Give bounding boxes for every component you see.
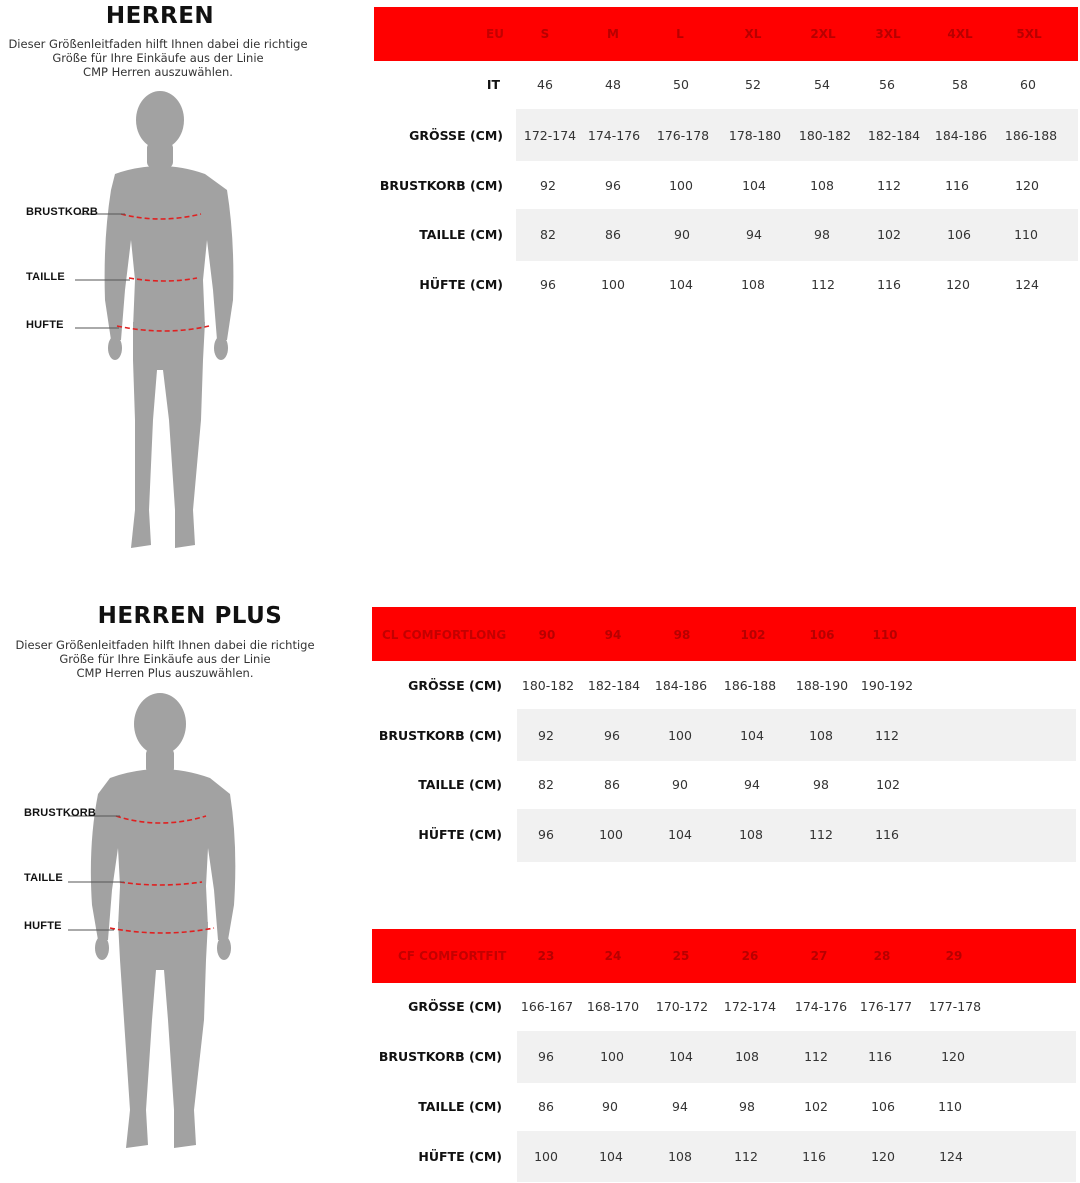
table-row	[372, 1131, 1076, 1182]
table-cell: 112	[809, 827, 833, 842]
table-cell: 3XL	[875, 27, 901, 41]
row-label: HÜFTE (CM)	[418, 827, 502, 842]
table-cell: 54	[814, 77, 830, 92]
table-row	[372, 761, 1076, 809]
table-cell: 110	[872, 628, 898, 642]
table-cell: 190-192	[860, 678, 914, 693]
table-cell: 24	[604, 949, 622, 963]
table-row	[372, 709, 1076, 761]
table-cell: 188-190	[795, 678, 849, 693]
label-chest: BRUSTKORB	[24, 807, 97, 819]
table-row	[372, 1083, 1076, 1131]
table-cell: 96	[540, 277, 556, 292]
table-cell: 108	[668, 1149, 692, 1164]
table-cell: 116	[868, 1049, 892, 1064]
table-cell: 98	[673, 628, 691, 642]
table-cell: 166-167	[520, 999, 574, 1014]
table-cell: 110	[1014, 227, 1038, 242]
row-label: TAILLE (CM)	[418, 777, 502, 792]
table-cell: 92	[538, 728, 554, 743]
row-shading	[517, 709, 1076, 761]
row-label: BRUSTKORB (CM)	[378, 1049, 502, 1064]
table-cell: 172-174	[723, 999, 777, 1014]
table-cell: 110	[938, 1099, 962, 1114]
table-cell: 94	[604, 628, 622, 642]
table-cell: 170-172	[655, 999, 709, 1014]
row-label: CL COMFORTLONG	[382, 628, 507, 642]
table-cell: 100	[534, 1149, 558, 1164]
table-cell: 108	[810, 178, 834, 193]
table-cell: 100	[599, 827, 623, 842]
table-cell: 48	[605, 77, 621, 92]
row-label: HÜFTE (CM)	[418, 1149, 502, 1164]
table-cell: 52	[745, 77, 761, 92]
label-waist: TAILLE	[24, 872, 63, 884]
table-cell: 86	[604, 777, 620, 792]
table-cell: 106	[871, 1099, 895, 1114]
table-cell: 180-182	[521, 678, 575, 693]
section-description-herren-plus	[6, 638, 324, 680]
table-cell: 108	[809, 728, 833, 743]
table-cell: 182-184	[867, 128, 921, 143]
table-cell: 104	[740, 728, 764, 743]
table-cell: 112	[811, 277, 835, 292]
description-line: Dieser Größenleitfaden hilft Ihnen dabei die richtige	[8, 37, 308, 51]
table-cell: 182-184	[587, 678, 641, 693]
table-cell: S	[540, 27, 550, 41]
table-cell: 104	[742, 178, 766, 193]
table-cell: 106	[947, 227, 971, 242]
table-row	[374, 61, 1078, 109]
table-cell: 25	[672, 949, 690, 963]
description-line: Größe für Ihre Einkäufe aus der Linie	[59, 652, 271, 666]
table-cell: M	[607, 27, 619, 41]
table-row	[374, 261, 1078, 307]
row-shading	[516, 209, 1078, 261]
table-cell: 98	[814, 227, 830, 242]
table-cell: 177-178	[928, 999, 982, 1014]
table-cell: 82	[540, 227, 556, 242]
table-cell: 90	[672, 777, 688, 792]
table-cell: 5XL	[1016, 27, 1042, 41]
table-cell: 178-180	[728, 128, 782, 143]
table-cell: 102	[740, 628, 766, 642]
table-cell: 46	[537, 77, 553, 92]
table-cell: 92	[540, 178, 556, 193]
table-cell: 26	[741, 949, 759, 963]
row-label: GRÖSSE (CM)	[408, 678, 502, 693]
table-row	[374, 109, 1078, 161]
table-cell: 100	[668, 728, 692, 743]
table-cell: 4XL	[947, 27, 973, 41]
table-cell: 180-182	[798, 128, 852, 143]
table-cell: 60	[1020, 77, 1036, 92]
table-cell: 104	[668, 827, 692, 842]
table-cell: 124	[1015, 277, 1039, 292]
row-label: HÜFTE (CM)	[419, 277, 503, 292]
table-header-row	[374, 7, 1078, 61]
table-cell: L	[676, 27, 684, 41]
table-cell: 172-174	[523, 128, 577, 143]
table-cell: 58	[952, 77, 968, 92]
description-line: CMP Herren Plus auszuwählen.	[76, 666, 254, 680]
row-label: EU	[486, 27, 504, 41]
section-title-herren: HERREN	[105, 3, 215, 29]
table-cell: 116	[802, 1149, 826, 1164]
table-cell: 90	[674, 227, 690, 242]
table-cell: 102	[804, 1099, 828, 1114]
table-cell: 96	[605, 178, 621, 193]
table-cell: 90	[538, 628, 556, 642]
table-cell: 27	[810, 949, 828, 963]
table-cell: 184-186	[654, 678, 708, 693]
table-cell: 96	[538, 1049, 554, 1064]
table-row	[374, 209, 1078, 261]
table-cell: 104	[669, 277, 693, 292]
label-chest: BRUSTKORB	[26, 206, 99, 218]
row-label: BRUSTKORB (CM)	[378, 728, 502, 743]
section-title-herren-plus: HERREN PLUS	[97, 603, 283, 629]
table-row	[372, 809, 1076, 862]
row-label: BRUSTKORB (CM)	[379, 178, 503, 193]
description-line: CMP Herren auszuwählen.	[83, 65, 233, 79]
table-cell: 186-188	[1004, 128, 1058, 143]
table-cell: 29	[945, 949, 963, 963]
row-label: IT	[486, 77, 500, 92]
table-cell: 112	[804, 1049, 828, 1064]
table-cell: 120	[941, 1049, 965, 1064]
table-cell: 120	[946, 277, 970, 292]
size-table-comfortfit	[372, 929, 1076, 1182]
male-plus-body-figure	[68, 690, 258, 1160]
table-cell: 102	[877, 227, 901, 242]
table-cell: 102	[876, 777, 900, 792]
table-cell: 112	[734, 1149, 758, 1164]
table-cell: 186-188	[723, 678, 777, 693]
table-row	[372, 983, 1076, 1031]
table-cell: 116	[945, 178, 969, 193]
table-row	[372, 661, 1076, 709]
description-line: Dieser Größenleitfaden hilft Ihnen dabei die richtige	[15, 638, 315, 652]
table-cell: 174-176	[587, 128, 641, 143]
table-cell: 116	[875, 827, 899, 842]
section-description-herren	[0, 37, 316, 79]
table-cell: 86	[538, 1099, 554, 1114]
table-cell: 106	[809, 628, 835, 642]
table-cell: 176-178	[656, 128, 710, 143]
table-cell: 96	[538, 827, 554, 842]
male-body-figure	[75, 90, 255, 560]
table-cell: 90	[602, 1099, 618, 1114]
table-header-row	[372, 929, 1076, 983]
table-cell: 94	[672, 1099, 688, 1114]
table-cell: 108	[741, 277, 765, 292]
table-cell: 2XL	[810, 27, 836, 41]
table-cell: 98	[813, 777, 829, 792]
table-cell: 94	[746, 227, 762, 242]
table-cell: 112	[877, 178, 901, 193]
table-cell: 23	[537, 949, 555, 963]
row-label: TAILLE (CM)	[418, 1099, 502, 1114]
table-cell: 100	[601, 277, 625, 292]
table-cell: 168-170	[586, 999, 640, 1014]
table-cell: 94	[744, 777, 760, 792]
table-header-row	[372, 607, 1076, 661]
row-label: TAILLE (CM)	[419, 227, 503, 242]
table-cell: 98	[739, 1099, 755, 1114]
row-label: GRÖSSE (CM)	[408, 999, 502, 1014]
table-cell: 108	[735, 1049, 759, 1064]
table-cell: 100	[600, 1049, 624, 1064]
table-row	[374, 161, 1078, 209]
row-label: GRÖSSE (CM)	[409, 128, 503, 143]
label-hip: HUFTE	[24, 920, 62, 932]
table-cell: 28	[873, 949, 891, 963]
table-cell: 50	[673, 77, 689, 92]
row-label: CF COMFORTFIT	[398, 949, 507, 963]
size-table-herren	[374, 7, 1078, 307]
table-cell: XL	[744, 27, 762, 41]
table-cell: 120	[1015, 178, 1039, 193]
table-cell: 104	[599, 1149, 623, 1164]
table-cell: 56	[879, 77, 895, 92]
table-row	[372, 1031, 1076, 1083]
table-cell: 112	[875, 728, 899, 743]
table-cell: 184-186	[934, 128, 988, 143]
table-cell: 174-176	[794, 999, 848, 1014]
label-hip: HUFTE	[26, 319, 64, 331]
table-cell: 120	[871, 1149, 895, 1164]
table-cell: 124	[939, 1149, 963, 1164]
label-waist: TAILLE	[26, 271, 65, 283]
table-cell: 82	[538, 777, 554, 792]
table-cell: 176-177	[859, 999, 913, 1014]
table-cell: 116	[877, 277, 901, 292]
table-cell: 100	[669, 178, 693, 193]
size-table-comfortlong	[372, 607, 1076, 862]
description-line: Größe für Ihre Einkäufe aus der Linie	[52, 51, 264, 65]
table-cell: 104	[669, 1049, 693, 1064]
table-cell: 96	[604, 728, 620, 743]
table-cell: 86	[605, 227, 621, 242]
table-cell: 108	[739, 827, 763, 842]
